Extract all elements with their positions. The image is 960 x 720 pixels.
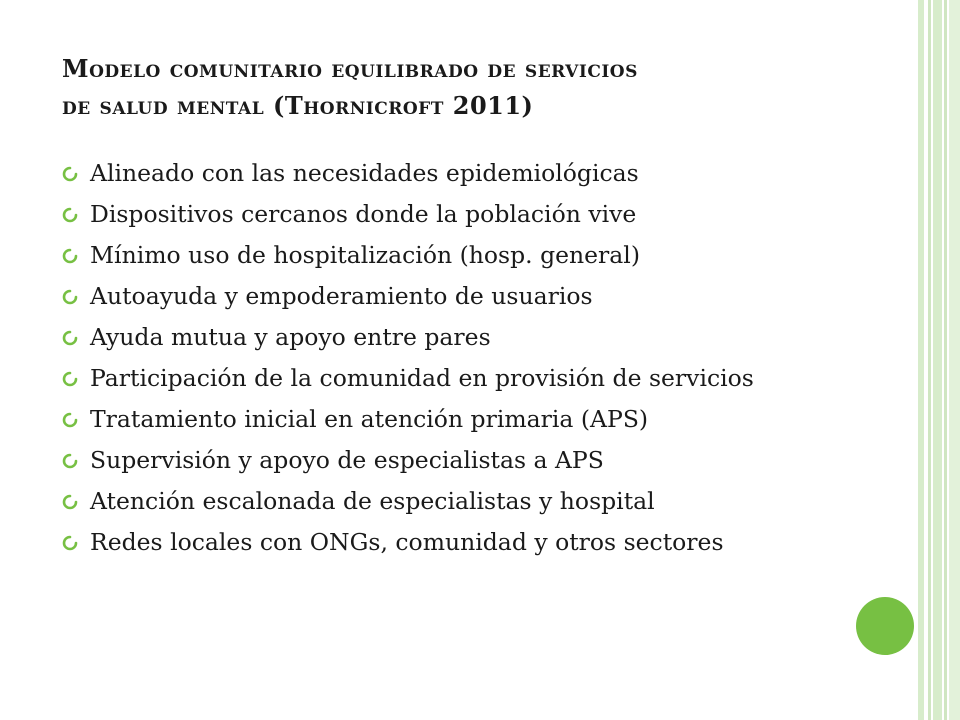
bullet-text: Supervisión y apoyo de especialistas a APS bbox=[90, 446, 604, 474]
ring-bullet-icon bbox=[62, 535, 78, 551]
ring-bullet-icon bbox=[62, 207, 78, 223]
decorative-green-circle bbox=[856, 597, 914, 655]
bullet-text: Mínimo uso de hospitalización (hosp. general) bbox=[90, 241, 640, 269]
ring-bullet-icon bbox=[62, 371, 78, 387]
ring-bullet-icon bbox=[62, 453, 78, 469]
decorative-frame-line bbox=[928, 0, 931, 720]
ring-bullet-icon bbox=[62, 248, 78, 264]
bullet-text: Dispositivos cercanos donde la población vive bbox=[90, 200, 637, 228]
list-item bbox=[62, 242, 892, 269]
bullet-text: Participación de la comunidad en provisión de servicios bbox=[90, 364, 754, 392]
list-item bbox=[62, 488, 892, 515]
bullet-text: Redes locales con ONGs, comunidad y otros sectores bbox=[90, 528, 724, 556]
list-item bbox=[62, 365, 892, 392]
ring-bullet-icon bbox=[62, 412, 78, 428]
bullet-text: Ayuda mutua y apoyo entre pares bbox=[90, 323, 491, 351]
bullet-text: Tratamiento inicial en atención primaria (APS) bbox=[90, 405, 649, 433]
ring-bullet-icon bbox=[62, 330, 78, 346]
list-item bbox=[62, 283, 892, 310]
bullet-text: Autoayuda y empoderamiento de usuarios bbox=[90, 282, 593, 310]
slide-title-line-1: Modelo comunitario equilibrado de servicios bbox=[62, 54, 638, 83]
ring-bullet-icon bbox=[62, 494, 78, 510]
decorative-frame-line bbox=[949, 0, 960, 720]
bullet-text: Alineado con las necesidades epidemiológicas bbox=[90, 159, 639, 187]
slide-title-line-2: de salud mental (Thornicroft 2011) bbox=[62, 91, 534, 120]
list-item bbox=[62, 324, 892, 351]
slide-title bbox=[62, 50, 882, 124]
bullet-list bbox=[62, 160, 892, 570]
bullet-text: Atención escalonada de especialistas y hospital bbox=[90, 487, 655, 515]
list-item bbox=[62, 160, 892, 187]
list-item bbox=[62, 201, 892, 228]
ring-bullet-icon bbox=[62, 289, 78, 305]
decorative-frame-line bbox=[933, 0, 942, 720]
ring-bullet-icon bbox=[62, 166, 78, 182]
list-item bbox=[62, 447, 892, 474]
decorative-frame-line bbox=[918, 0, 924, 720]
list-item bbox=[62, 406, 892, 433]
decorative-frame-line bbox=[944, 0, 947, 720]
list-item bbox=[62, 529, 892, 556]
